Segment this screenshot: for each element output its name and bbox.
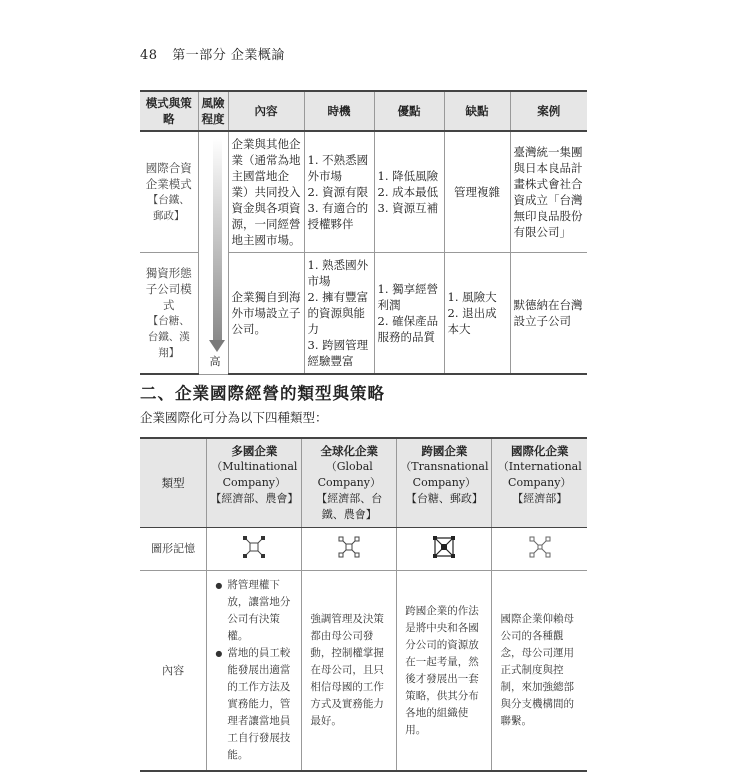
ent-name: 全球化企業 (320, 444, 379, 458)
content-cell: 企業獨自到海外市場設立子公司。 (228, 253, 304, 375)
type-label: 類型 (140, 438, 207, 528)
ent-en: （Multinational Company） (211, 460, 298, 489)
header-case: 案例 (510, 91, 587, 131)
pros-cell (374, 253, 444, 375)
content-cell: 國際企業仰賴母公司的各種觀念，母公司運用正式制度與控制，來加強總部與分支機構間的聯繫。 (492, 571, 587, 772)
timing-cell (304, 131, 374, 253)
ent-note: 【台糖、郵政】 (405, 492, 483, 505)
ent-note: 【經濟部】 (512, 492, 568, 505)
list-item: 2. 退出成本大 (447, 306, 497, 336)
col-international (492, 438, 587, 528)
risk-cell (198, 131, 228, 374)
list-item: 1. 熟悉國外市場 (307, 258, 369, 288)
mode-name: 獨資形態子公司模式 (145, 266, 192, 312)
content-cell (207, 571, 302, 772)
header-mode: 模式與策略 (140, 91, 198, 131)
header-pros: 優點 (374, 91, 444, 131)
ent-name: 多國企業 (231, 444, 278, 458)
ent-en: （International Company） (497, 460, 582, 489)
list-item: 2. 確保產品服務的品質 (377, 314, 439, 344)
table-row (140, 131, 587, 253)
table-row (140, 528, 587, 571)
list-item: 2. 成本最低 (377, 185, 439, 199)
cons-cell (444, 253, 510, 375)
strategy-table (140, 90, 587, 375)
header-risk: 風險程度 (198, 91, 228, 131)
content-row-label: 內容 (140, 571, 207, 772)
section-intro: 企業國際化可分為以下四種類型： (140, 410, 328, 425)
icon-row-label: 圖形記憶 (140, 528, 207, 571)
timing-cell (304, 253, 374, 375)
list-item: 3. 資源互補 (377, 201, 439, 215)
ent-name: 跨國企業 (421, 444, 468, 458)
arrow-down-icon (209, 340, 225, 352)
list-item: 1. 不熟悉國外市場 (307, 153, 369, 183)
running-title: 第一部分 企業概論 (172, 48, 285, 63)
transnational-icon (397, 528, 492, 571)
mode-note: 【台糖、台鐵、漢翔】 (147, 315, 190, 359)
content-cell: 強調管理及決策都由母公司發動，控制權掌握在母公司，且只相信母國的工作方式及實務能力最好。 (302, 571, 397, 772)
section-title: 二、企業國際經營的類型與策略 (140, 384, 385, 403)
enterprise-types-table (140, 437, 587, 772)
col-transnational (397, 438, 492, 528)
page-header (140, 44, 285, 63)
ent-note: 【經濟部、農會】 (210, 492, 299, 505)
ent-note: 【經濟部、台鐵、農會】 (316, 492, 383, 521)
table-row (140, 438, 587, 528)
risk-arrow-icon (213, 138, 222, 340)
global-icon (302, 528, 397, 571)
table-row (140, 571, 587, 772)
col-global (302, 438, 397, 528)
mode-cell (140, 253, 198, 375)
list-item: 2. 擁有豐富的資源與能力 (307, 290, 369, 336)
cons-cell: 管理複雜 (444, 131, 510, 253)
list-item: 1. 獨享經營利潤 (377, 282, 439, 312)
header-content: 內容 (228, 91, 304, 131)
col-multinational (207, 438, 302, 528)
list-item: ● 當地的員工較能發展出適當的工作方法及實務能力，管理者讓當地員工自行發展技能。 (215, 645, 293, 764)
pros-cell (374, 131, 444, 253)
list-item: 2. 資源有限 (307, 185, 369, 199)
list-item: 1. 降低風險 (377, 169, 439, 183)
risk-high-label: 高 (209, 354, 221, 368)
multinational-icon (207, 528, 302, 571)
list-item: 1. 風險大 (447, 290, 497, 304)
list-item: ● 將管理權下放，讓當地分公司有決策權。 (215, 577, 293, 645)
header-cons: 缺點 (444, 91, 510, 131)
page-number: 48 (140, 48, 158, 63)
case-cell: 默德納在台灣設立子公司 (510, 253, 587, 375)
ent-en: （Transnational Company） (400, 460, 489, 489)
list-item: 3. 跨國管理經驗豐富 (307, 338, 369, 368)
mode-note: 【台鐵、郵政】 (147, 194, 190, 222)
content-cell: 跨國企業的作法是將中央和各國分公司的資源放在一起考量，然後才發展出一套策略，供其分布各地的組織使用。 (397, 571, 492, 772)
header-timing: 時機 (304, 91, 374, 131)
ent-name: 國際化企業 (510, 444, 569, 458)
ent-en: （Global Company） (317, 460, 381, 489)
list-item: 3. 有適合的授權夥伴 (307, 201, 369, 231)
mode-cell (140, 131, 198, 253)
international-icon (492, 528, 587, 571)
case-cell: 臺灣統一集團與日本良品計畫株式會社合資成立「台灣無印良品股份有限公司」 (510, 131, 587, 253)
mode-name: 國際合資企業模式 (145, 161, 192, 191)
content-cell: 企業與其他企業（通常為地主國當地企業）共同投入資金與各項資源，一同經營地主國市場。 (228, 131, 304, 253)
